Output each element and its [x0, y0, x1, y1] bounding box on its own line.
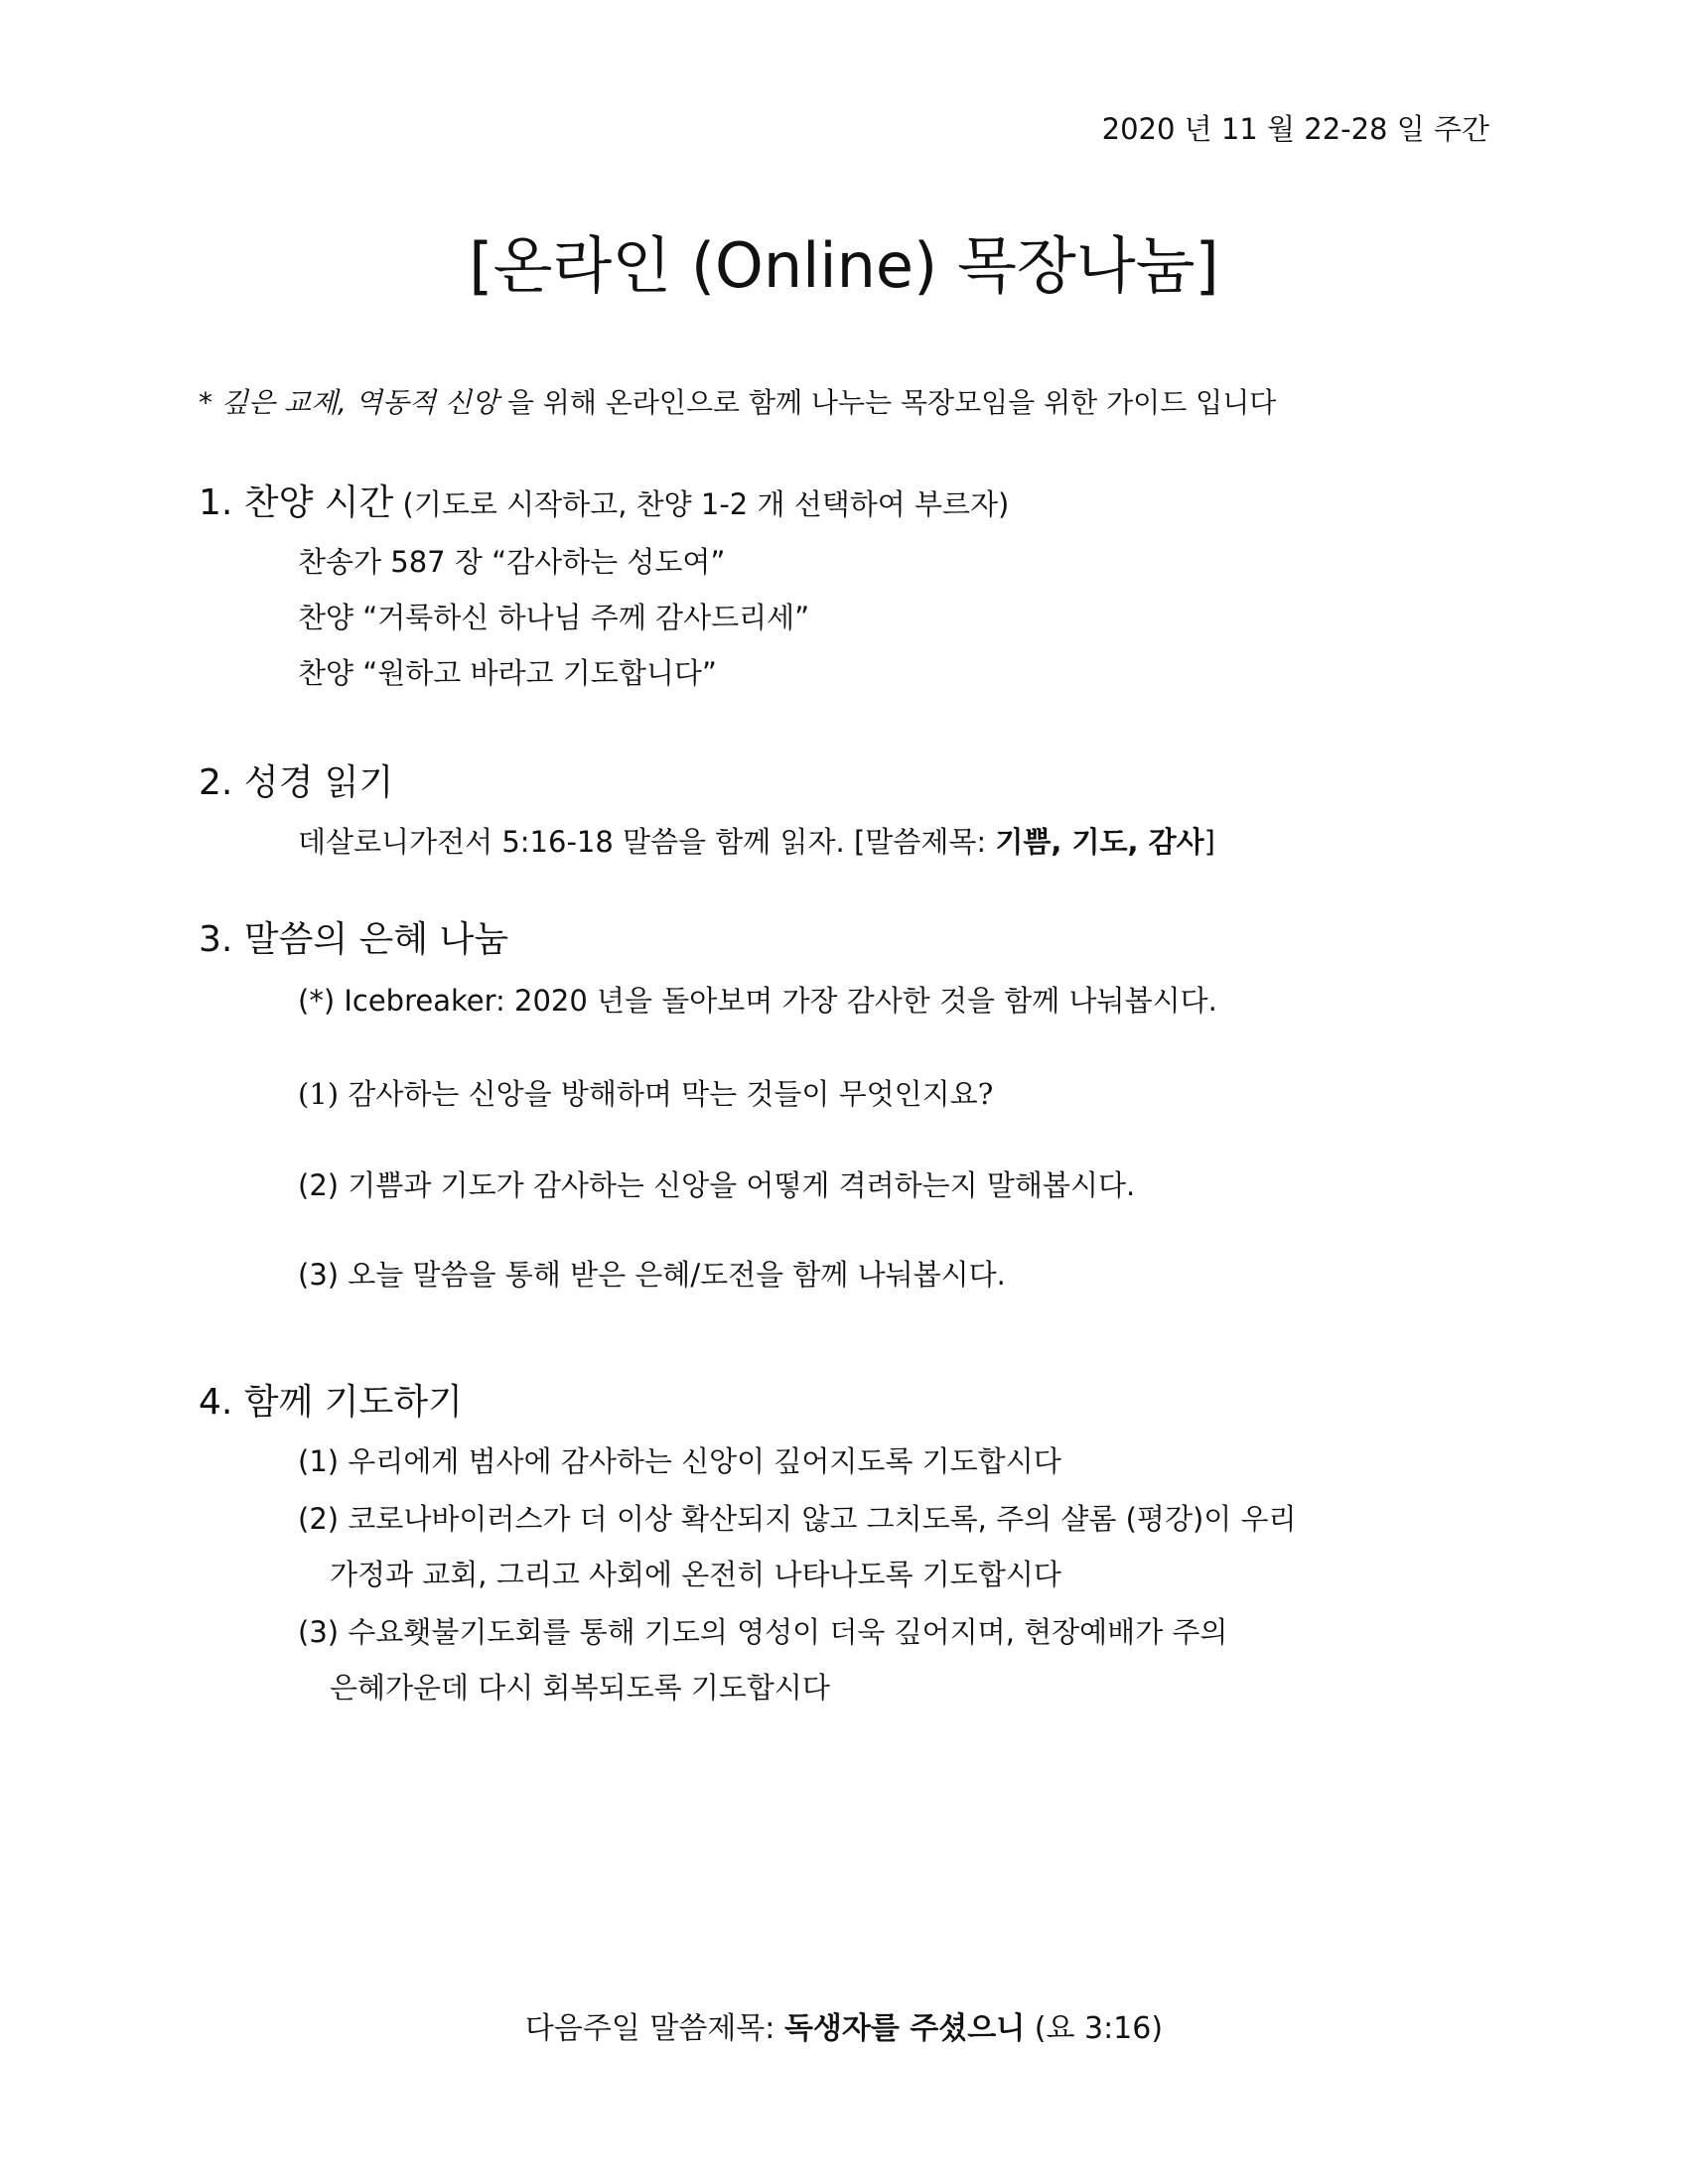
reading-passage: 데살로니가전서 5:16-18 말씀을 함께 읽자. [말씀제목:	[298, 825, 996, 859]
question-2: (2) 기쁨과 기도가 감사하는 신앙을 어떻게 격려하는지 말해봅시다.	[298, 1168, 1136, 1202]
section-praise-heading	[199, 475, 1009, 525]
song-item: 찬송가 587 장 “감사하는 성도여”	[298, 545, 726, 579]
question-1	[298, 1072, 993, 1113]
prayer-item-3-continued: 은혜가운데 다시 회복되도록 기도합시다	[330, 1671, 830, 1705]
next-sermon-line	[0, 2003, 1688, 2047]
question-1-mark: ?	[977, 1077, 994, 1111]
section-praise-title: 1. 찬양 시간	[199, 482, 394, 523]
song-item: 찬양 “원하고 바라고 기도합니다”	[298, 656, 717, 690]
icebreaker-question: (*) Icebreaker: 2020 년을 돌아보며 가장 감사한 것을 함께 나눠봅시다.	[298, 984, 1217, 1018]
prayer-item-2: (2) 코로나바이러스가 더 이상 확산되지 않고 그치도록, 주의 샬롬 (평강)이 우리	[298, 1502, 1297, 1536]
intro-star: *	[199, 386, 221, 419]
next-sermon-reference: (요 3:16)	[1025, 2011, 1164, 2046]
prayer-item-1: (1) 우리에게 범사에 감사하는 신앙이 깊어지도록 기도합시다	[298, 1444, 1061, 1478]
page-title: [온라인 (Online) 목장나눔]	[469, 229, 1219, 302]
intro-rest: 을 위해 온라인으로 함께 나누는 목장모임을 위한 가이드 입니다	[497, 386, 1277, 419]
question-1-text: 감사하는 신앙을 방해하며 막는 것들이 무엇인지요	[339, 1077, 978, 1111]
prayer-item-3: (3) 수요횃불기도회를 통해 기도의 영성이 더욱 깊어지며, 현장예배가 주의	[298, 1615, 1228, 1649]
intro-text	[199, 381, 1276, 421]
section-reading-heading: 2. 성경 읽기	[199, 762, 394, 803]
next-sermon-title: 독생자를 주셨으니	[783, 2011, 1026, 2046]
prayer-item-2-continued: 가정과 교회, 그리고 사회에 온전히 나타나도록 기도합시다	[330, 1558, 1061, 1591]
section-praise-note: (기도로 시작하고, 찬양 1-2 개 선택하여 부르자)	[393, 487, 1010, 521]
reading-text	[298, 820, 1215, 861]
question-3: (3) 오늘 말씀을 통해 받은 은혜/도전을 함께 나눠봅시다.	[298, 1258, 1006, 1292]
week-date: 2020 년 11 월 22-28 일 주간	[1101, 112, 1489, 146]
section-sharing-heading: 3. 말씀의 은혜 나눔	[199, 919, 509, 960]
next-sermon-label: 다음주일 말씀제목:	[524, 2011, 784, 2046]
sermon-title: 기쁨, 기도, 감사	[995, 825, 1204, 859]
intro-italic: 깊은 교제, 역동적 신앙	[220, 386, 498, 419]
reading-close: ]	[1203, 825, 1215, 859]
song-item: 찬양 “거룩하신 하나님 주께 감사드리세”	[298, 601, 810, 634]
section-prayer-heading: 4. 함께 기도하기	[199, 1382, 463, 1423]
question-1-number: (1)	[298, 1077, 340, 1111]
